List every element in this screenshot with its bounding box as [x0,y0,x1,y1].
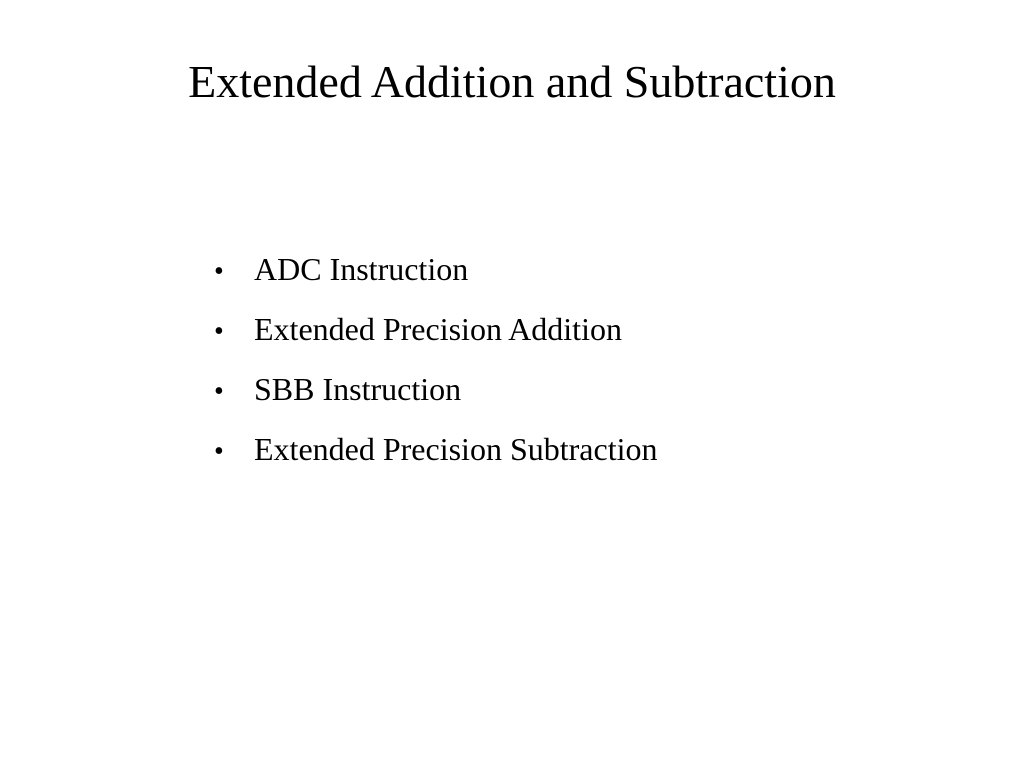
bullet-text: Extended Precision Addition [254,311,622,347]
bullet-text: Extended Precision Subtraction [254,431,658,467]
bullet-icon: • [214,436,224,467]
bullet-icon: • [214,256,224,287]
bullet-item [214,307,657,354]
bullet-item [214,367,657,414]
bullet-item [214,247,657,294]
bullet-item [214,427,657,474]
bullet-text: ADC Instruction [254,251,469,287]
bullet-icon: • [214,376,224,407]
bullet-icon: • [214,316,224,347]
slide-title: Extended Addition and Subtraction [188,56,836,107]
bullet-text: SBB Instruction [254,371,462,407]
bullet-list [214,247,657,487]
